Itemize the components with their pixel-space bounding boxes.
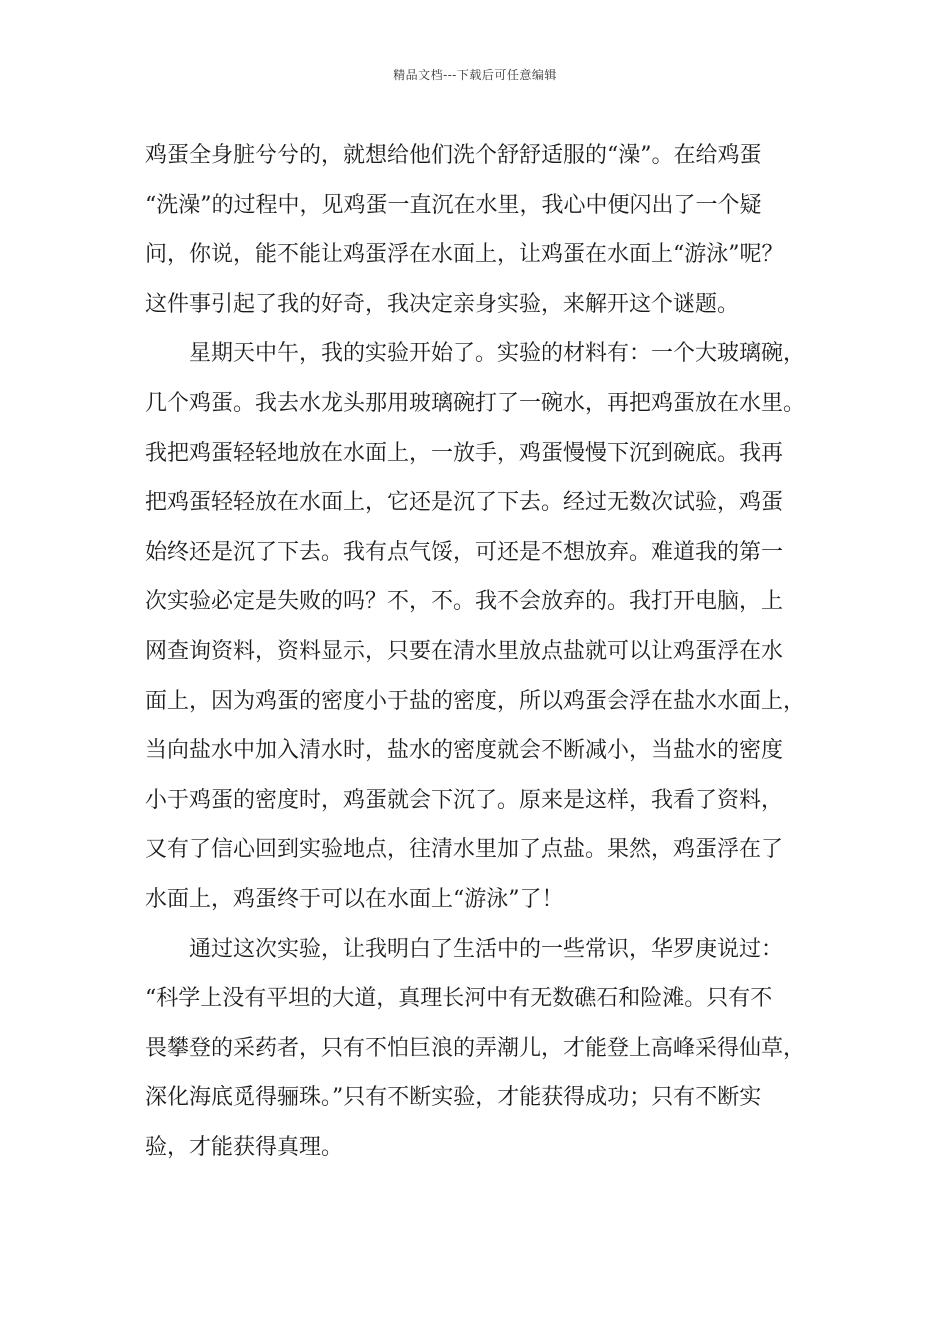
text-line: 深化海底觅得骊珠。”只有不断实验，才能获得成功；只有不断实	[145, 1085, 762, 1111]
text-line: 鸡蛋全身脏兮兮的，就想给他们洗个舒舒适服的“澡”。在给鸡蛋	[145, 143, 762, 168]
page-header: 精品文档---下载后可任意编辑	[393, 68, 557, 82]
text-line-paragraph-start: 通过这次实验，让我明白了生活中的一些常识，华罗庚说过：	[189, 936, 784, 962]
text-line-paragraph-start: 星期天中午，我的实验开始了。实验的材料有：一个大玻璃碗，	[189, 341, 806, 367]
text-line: 我把鸡蛋轻轻地放在水面上，一放手，鸡蛋慢慢下沉到碗底。我再	[145, 440, 784, 466]
text-line: 问，你说，能不能让鸡蛋浮在水面上，让鸡蛋在水面上“游泳”呢？	[145, 242, 784, 268]
text-line: 网查询资料，资料显示，只要在清水里放点盐就可以让鸡蛋浮在水	[145, 638, 784, 664]
text-line: 面上，因为鸡蛋的密度小于盐的密度，所以鸡蛋会浮在盐水水面上，	[145, 688, 806, 714]
text-line: 小于鸡蛋的密度时，鸡蛋就会下沉了。原来是这样，我看了资料，	[145, 787, 784, 813]
text-line: 几个鸡蛋。我去水龙头那用玻璃碗打了一碗水，再把鸡蛋放在水里。	[145, 390, 806, 416]
text-line: 水面上，鸡蛋终于可以在水面上“游泳”了！	[145, 886, 564, 912]
text-line: 又有了信心回到实验地点，往清水里加了点盐。果然，鸡蛋浮在了	[145, 837, 784, 863]
text-line: 次实验必定是失败的吗？不，不。我不会放弃的。我打开电脑，上	[145, 589, 784, 615]
text-line: 验，才能获得真理。	[145, 1134, 344, 1160]
text-line: 当向盐水中加入清水时，盐水的密度就会不断减小，当盐水的密度	[145, 738, 784, 764]
text-line: 畏攀登的采药者，只有不怕巨浪的弄潮儿，才能登上高峰采得仙草，	[145, 1035, 806, 1061]
document-body	[145, 131, 835, 1172]
text-line: “洗澡”的过程中，见鸡蛋一直沉在水里，我心中便闪出了一个疑	[145, 192, 762, 218]
text-line: 这件事引起了我的好奇，我决定亲身实验，来解开这个谜题。	[145, 291, 740, 317]
text-line: 始终还是沉了下去。我有点气馁，可还是不想放弃。难道我的第一	[145, 539, 784, 565]
text-line: “科学上没有平坦的大道，真理长河中有无数礁石和险滩。只有不	[145, 986, 773, 1012]
text-line: 把鸡蛋轻轻放在水面上，它还是沉了下去。经过无数次试验，鸡蛋	[145, 490, 784, 516]
